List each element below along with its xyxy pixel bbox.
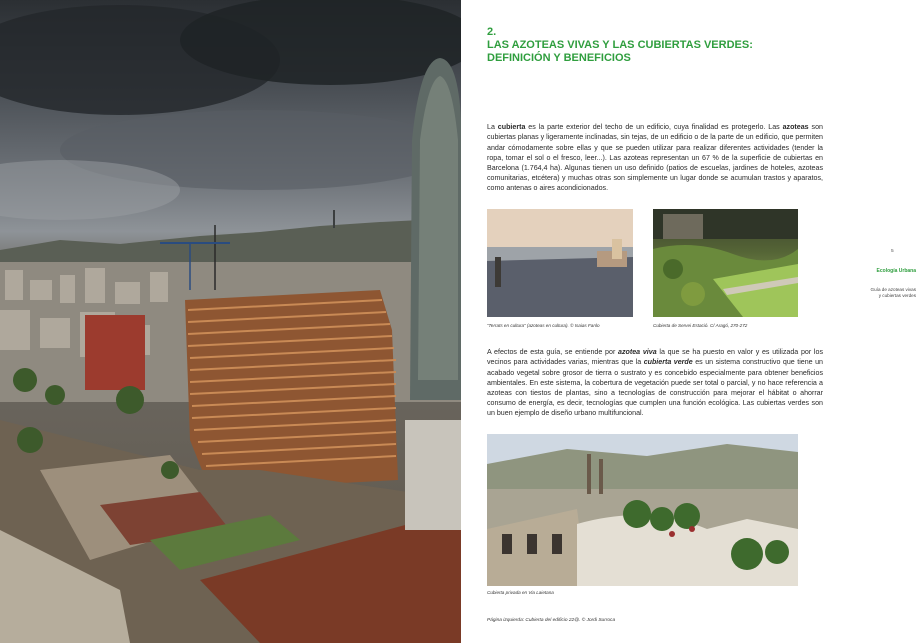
page-number: 5 [891,249,894,254]
running-section-label: Ecología Urbana [876,268,916,274]
term-cubierta-verde: cubierta verde [643,358,693,367]
photo-via-laietana-roof [487,434,798,586]
caption-photo-2: Cubierta de Servei Estació. C/ Aragó, 270-272 [653,323,748,328]
photo-servei-estacio-roof [653,209,798,317]
caption-photo-1: “Terrats en cultura” (azoteas en cultura). © Isaias Fanlo [487,323,600,328]
footer-photo-credit: Página izquierda: Cubierta del edificio 22@. © Jordi Surroca [487,618,616,623]
paragraph-azotea-viva: A efectos de esta guía, se entiende por azotea viva la que se ha puesto en valor y es utilizada por los vecinos para actividades varias, mientras que la cubierta verde es un sistema constructivo que tiene un acabado vegetal sobre grosor de tierra o sustrato y es concebido especialmente para obtener beneficios ambientales. En este sistema, la cobertura de vegetación puede ser total o parcial, y no hace referencia a azoteas con tiestos de plantas, sino a tecnologías de construcción para mejorar el hábitat o ahorrar consumo de energía, es decir, tecnologías que cumplen una función ecológica. Las cubiertas verdes son un buen ejemplo de diseño urbano multifuncional. [487,348,823,418]
running-guide-title [831,287,916,299]
term-cubierta: cubierta [497,123,526,132]
running-guide-title-line1: Guía de azoteas vivas [870,287,916,292]
running-guide-title-line2: y cubiertas verdes [878,293,916,298]
caption-photo-3: Cubierta privada en Via Laietana [487,590,554,595]
section-number: 2. [487,26,497,38]
term-azoteas: azoteas [782,123,809,132]
paragraph-definitions: La cubierta es la parte exterior del techo de un edificio, cuya finalidad es protegerlo. Las azoteas son cubiertas planas y ligeramente inclinadas, sin tejas, de un edificio o de la parte de un edificio, que permiten andar cómodamente sobre ellas y que se pueden utilizar para realizar diferentes actividades (tender la ropa, tomar el sol o el fresco, leer...). Las azoteas representan un 67 % de la superficie de cubiertas en Barcelona (1.764,4 ha). Algunas tienen un uso definido (patios de escuelas, jardines de hoteles, azoteas comunitarias, etcétera) y muchas otras son simplemente un lugar donde se acumulan trastos y aparatos, como antenas o aires acondicionados. [487,123,823,193]
section-title: LAS AZOTEAS VIVAS Y LAS CUBIERTAS VERDES: DEFINICIÓN Y BENEFICIOS [487,39,753,64]
photo-terrats-en-cultura [487,209,633,317]
right-page [461,0,922,643]
term-azotea-viva: azotea viva [618,348,657,357]
